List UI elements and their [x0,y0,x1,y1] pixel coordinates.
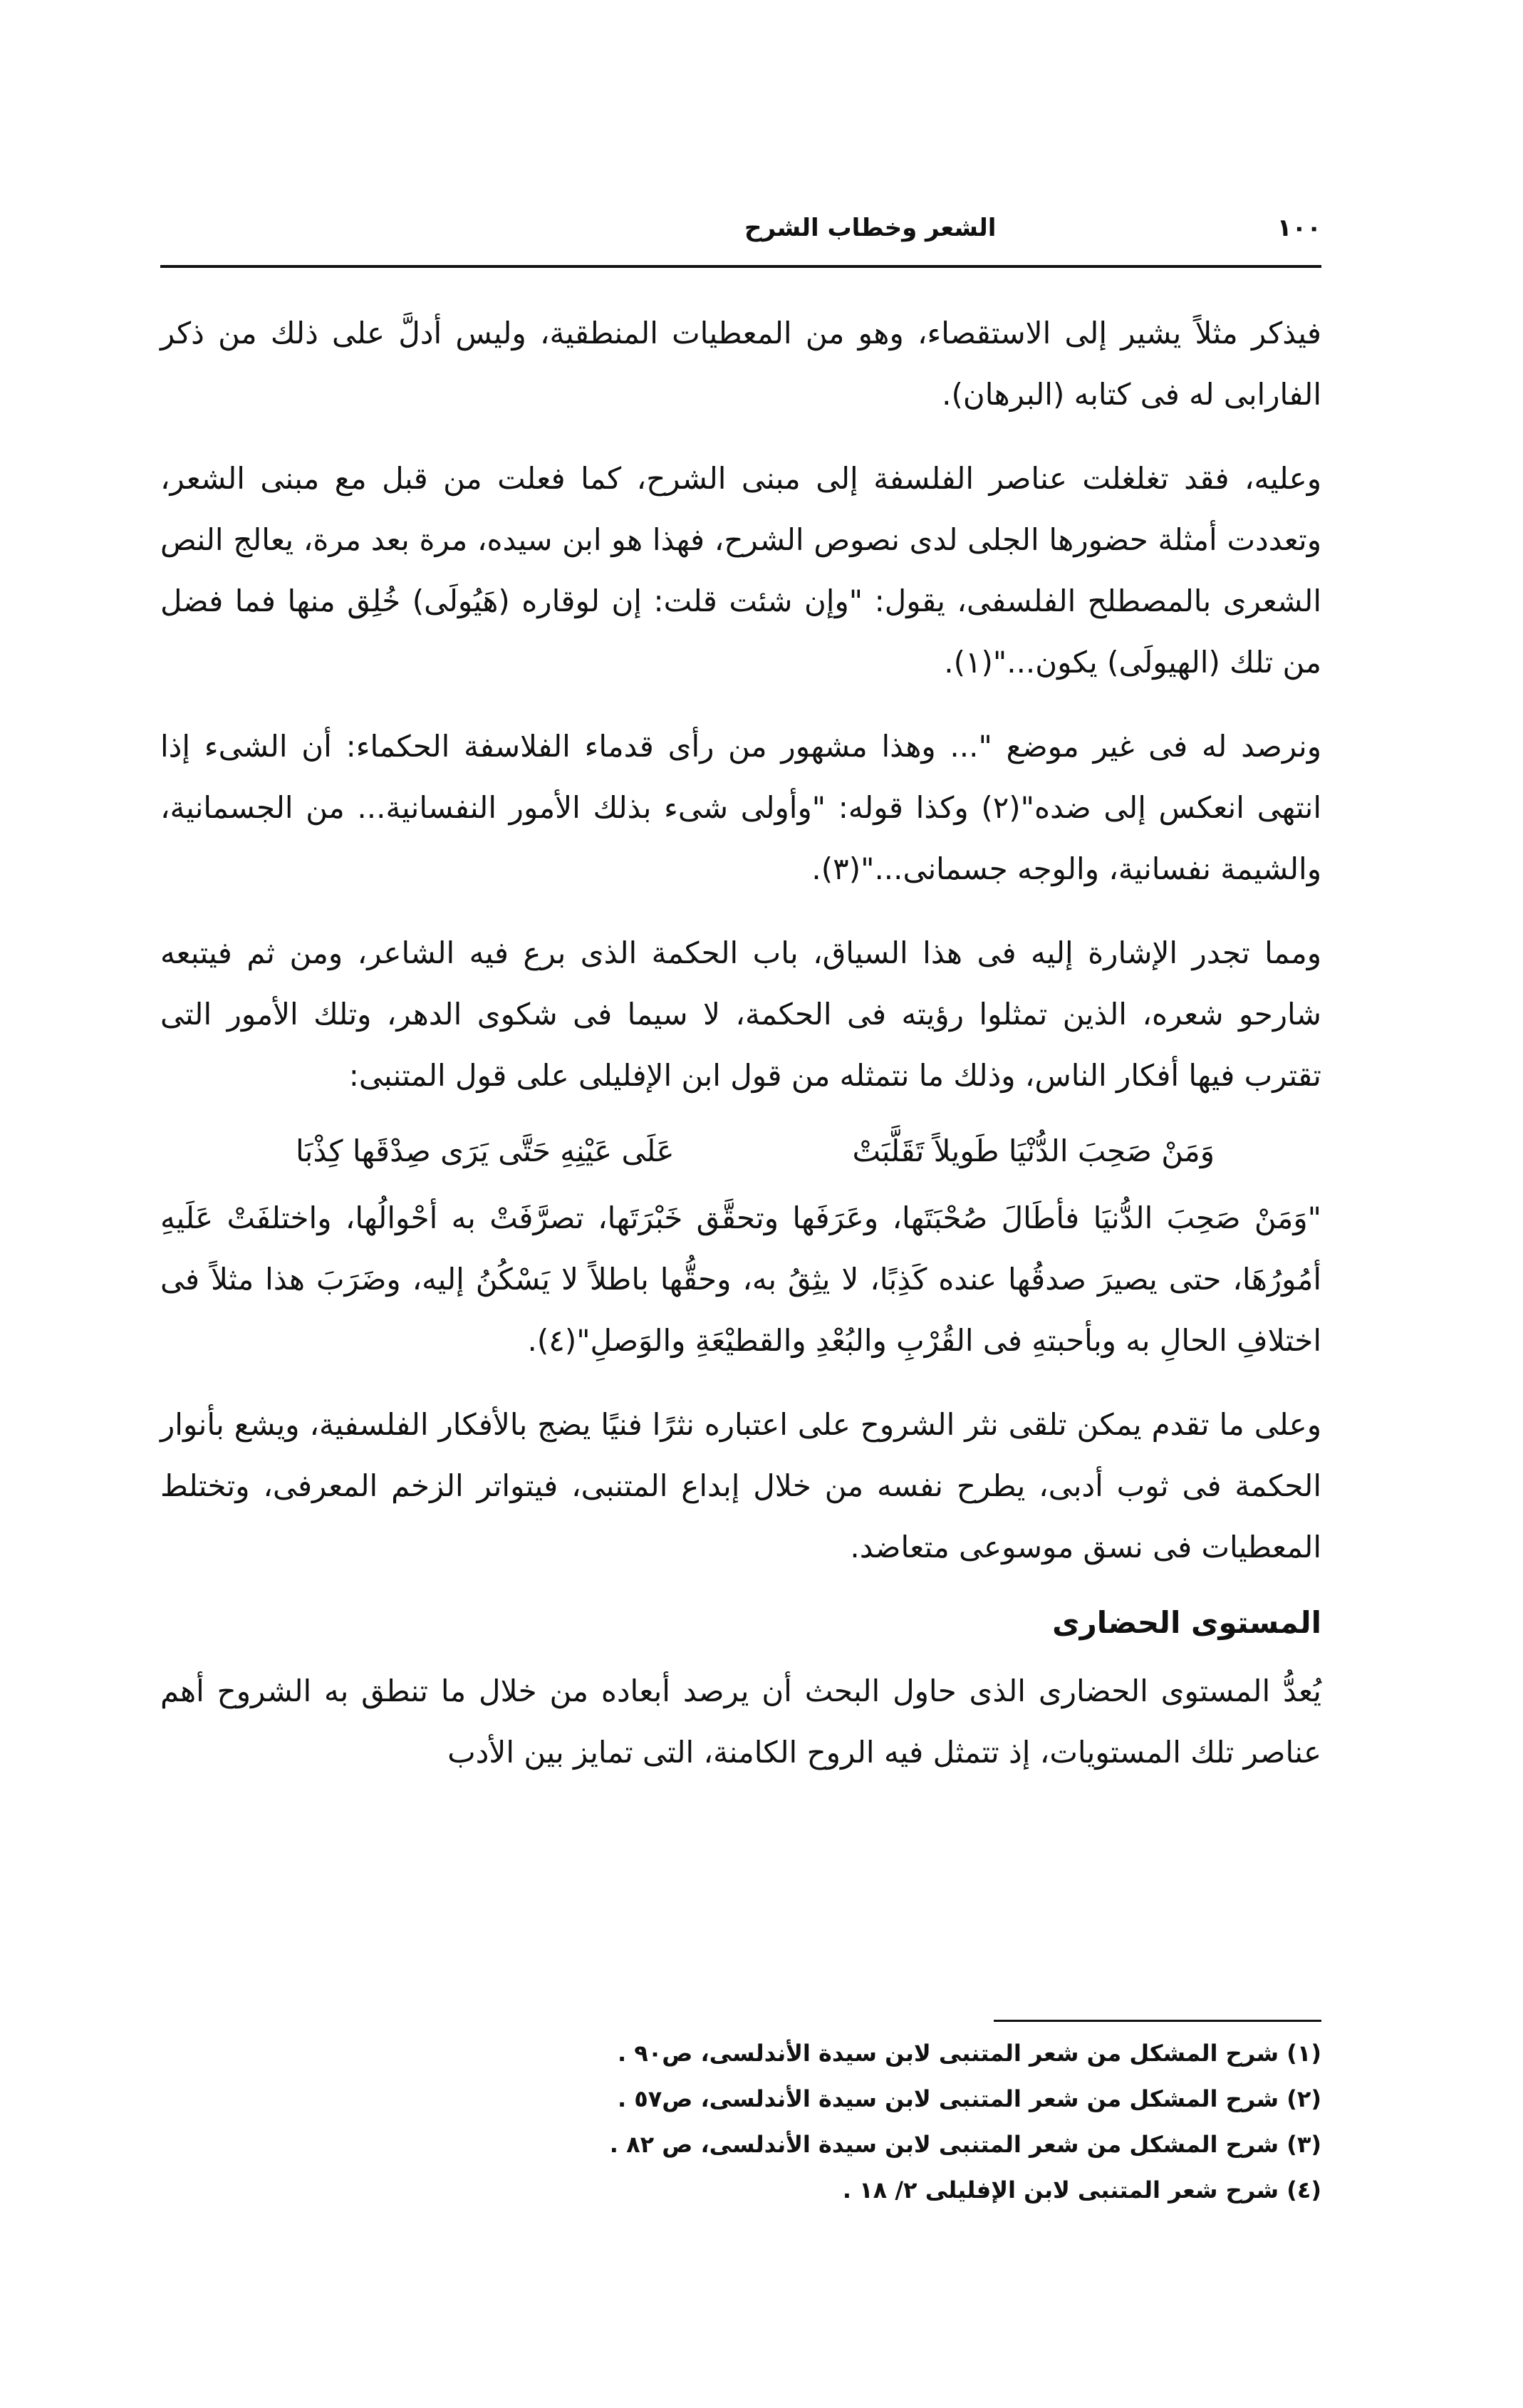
paragraph: وعلى ما تقدم يمكن تلقى نثر الشروح على اعتباره نثرًا فنيًا يضج بالأفكار الفلسفية، ويشع بأنوار الحكمة فى ثوب أدبى، يطرح نفسه من خلال إبداع المتنبى، فيتواتر الزخم المعرفى، وتختلط المعطيات فى نسق موسوعى متعاضد. [160,1407,1321,1564]
footnotes [160,2030,1321,2213]
page-header [160,214,1321,264]
paragraph: وعليه، فقد تغلغلت عناصر الفلسفة إلى مبنى الشرح، كما فعلت من قبل مع مبنى الشعر، وتعددت أمثلة حضورها الجلى لدى نصوص الشرح، فهذا هو ابن سيده، مرة بعد مرة، يعالج النص الشعرى بالمصطلح الفلسفى، يقول: "وإن شئت قلت: إن لوقاره (هَيُولَى) خُلِق منها فما فضل من تلك (الهيولَى) يكون..."(١). [160,461,1321,680]
running-title: الشعر وخطاب الشرح [744,214,997,242]
footnote: (٢) شرح المشكل من شعر المتنبى لابن سيدة الأندلسى، ص٥٧ . [617,2085,1321,2112]
poetry-verse [160,1121,1321,1182]
main-text [160,303,1321,1806]
verse-second-hemistich: عَلَى عَيْنِهِ حَتَّى يَرَى صِدْقَها كِذْبَا [296,1133,675,1168]
section-heading: المستوى الحضارى [1052,1605,1321,1640]
footnote: (٤) شرح شعر المتنبى لابن الإفليلى ٢/ ١٨ . [842,2176,1321,2204]
verse-first-hemistich: وَمَنْ صَحِبَ الدُّنْيَا طَويلاً تَقَلَّبَتْ [852,1133,1215,1168]
paragraph: فيذكر مثلاً يشير إلى الاستقصاء، وهو من المعطيات المنطقية، وليس أدلَّ على ذلك من ذكر الفارابى له فى كتابه (البرهان). [160,316,1321,412]
paragraph: يُعدُّ المستوى الحضارى الذى حاول البحث أن يرصد أبعاده من خلال ما تنطق به الشروح أهم عناصر تلك المستويات، إذ تتمثل فيه الروح الكامنة، التى تمايز بين الأدب [160,1673,1321,1770]
footnote: (٣) شرح المشكل من شعر المتنبى لابن سيدة الأندلسى، ص ٨٢ . [609,2131,1321,2158]
paragraph: ومما تجدر الإشارة إليه فى هذا السياق، باب الحكمة الذى برع فيه الشاعر، ومن ثم فيتبعه شارحو شعره، الذين تمثلوا رؤيته فى الحكمة، لا سيما فى شكوى الدهر، وتلك الأمور التى تقترب فيها أفكار الناس، وذلك ما نتمثله من قول ابن الإفليلى على قول المتنبى: [160,935,1321,1093]
paragraph: ونرصد له فى غير موضع "... وهذا مشهور من رأى قدماء الفلاسفة الحكماء: أن الشىء إذا انتهى انعكس إلى ضده"(٢) وكذا قوله: "وأولى شىء بذلك الأمور النفسانية... من الجسمانية، والشيمة نفسانية، والوجه جسمانى..."(٣). [160,729,1322,886]
page-number: ١٠٠ [1277,214,1321,242]
footnote: (١) شرح المشكل من شعر المتنبى لابن سيدة الأندلسى، ص٩٠ . [617,2040,1321,2067]
paragraph: "وَمَنْ صَحِبَ الدُّنيَا فأطَالَ صُحْبَتَها، وعَرَفَها وتحقَّق خَبْرَتَها، تصرَّفَتْ به أحْوالُها، واختلفَتْ عَلَيهِ أمُورُهَا، حتى يصيرَ صدقُها عنده كَذِبًا، لا يثِقُ به، وحقُّها باطلاً لا يَسْكُنُ إليه، وضَرَبَ هذا مثلاً فى اختلافِ الحالِ به وبأحبتهِ فى القُرْبِ والبُعْدِ والقطيْعَةِ والوَصلِ"(٤). [160,1200,1321,1358]
header-rule [160,265,1321,268]
footnote-rule [994,2020,1321,2022]
